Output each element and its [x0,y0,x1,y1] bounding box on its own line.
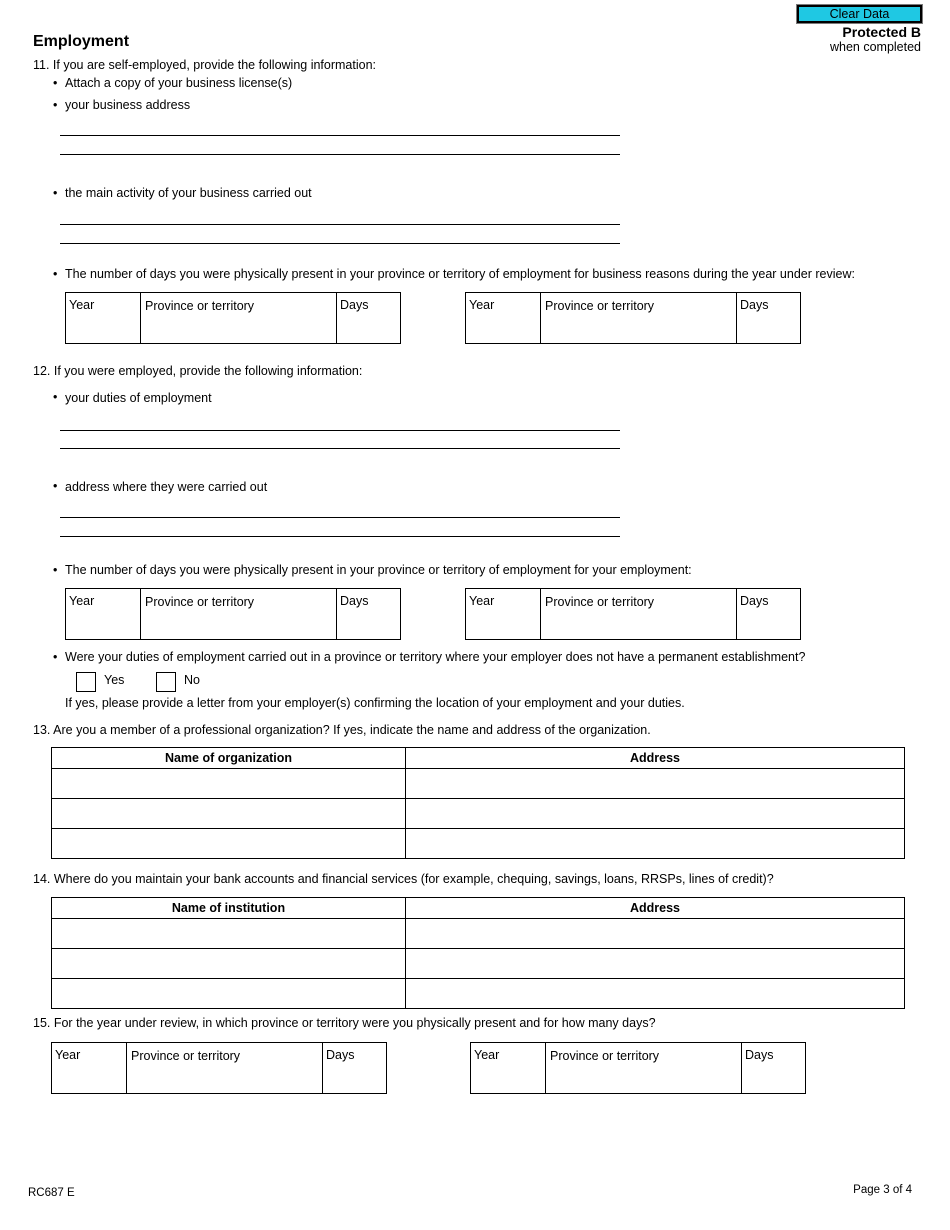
q12-letter-note: If yes, please provide a letter from your employer(s) confirming the location of your employment and your duties. [65,696,685,710]
table-row [52,799,905,829]
yes-checkbox[interactable] [76,672,96,692]
year-header: Year [69,594,95,608]
duties-line-1[interactable] [60,430,620,431]
col-name-of-institution: Name of institution [52,898,406,919]
table-row [52,769,905,799]
table-row [52,949,905,979]
business-address-line-1[interactable] [60,135,620,136]
organization-name-cell[interactable] [52,799,406,829]
province-header: Province or territory [145,595,255,609]
q15-days-table-left[interactable] [51,1042,387,1094]
organization-table [51,747,905,859]
q12-bullet-establishment: Were your duties of employment carried out in a province or territory where your employer does not have a permanent establishment? [65,650,806,664]
page-number: Page 3 of 4 [853,1184,912,1196]
q11-text: 11. If you are self-employed, provide the following information: [33,58,377,72]
q12-days-table-right[interactable] [465,588,801,640]
year-header: Year [474,1048,500,1062]
business-address-line-2[interactable] [60,154,620,155]
q12-bullet-days: The number of days you were physically present in your province or territory of employment for your employment: [65,563,692,577]
province-header: Province or territory [545,595,655,609]
province-header: Province or territory [545,299,655,313]
days-header: Days [740,298,769,312]
clear-data-button[interactable]: Clear Data [797,5,922,23]
form-code: RC687 E [28,1187,75,1199]
province-header: Province or territory [131,1049,241,1063]
province-header: Province or territory [145,299,255,313]
table-row [52,919,905,949]
bullet-icon: • [53,390,58,404]
organization-address-cell[interactable] [406,799,905,829]
q12-bullet-address: address where they were carried out [65,480,268,494]
q12-bullet-duties: your duties of employment [65,391,212,405]
province-header: Province or territory [550,1049,660,1063]
duties-address-line-1[interactable] [60,517,620,518]
q12-text: 12. If you were employed, provide the following information: [33,364,363,378]
q11-bullet-days: The number of days you were physically present in your province or territory of employment for business reasons during the year under review: [65,267,855,281]
year-header: Year [55,1048,81,1062]
col-address: Address [406,898,905,919]
business-activity-line-2[interactable] [60,243,620,244]
q14-text: 14. Where do you maintain your bank accounts and financial services (for example, chequing, savings, loans, RRSPs, lines of credit)? [33,872,774,886]
bullet-icon: • [53,650,58,664]
q11-bullet-address: your business address [65,98,191,112]
no-checkbox[interactable] [156,672,176,692]
bullet-icon: • [53,479,58,493]
institution-name-cell[interactable] [52,949,406,979]
year-header: Year [469,298,495,312]
col-name-of-organization: Name of organization [52,748,406,769]
business-activity-line-1[interactable] [60,224,620,225]
yes-label: Yes [104,673,125,687]
table-row [52,979,905,1009]
days-header: Days [740,594,769,608]
col-address: Address [406,748,905,769]
duties-line-2[interactable] [60,448,620,449]
organization-name-cell[interactable] [52,829,406,859]
bullet-icon: • [53,563,58,577]
days-header: Days [340,594,369,608]
q15-days-table-right[interactable] [470,1042,806,1094]
duties-address-line-2[interactable] [60,536,620,537]
institution-address-cell[interactable] [406,979,905,1009]
q11-days-table-left[interactable] [65,292,401,344]
days-header: Days [745,1048,774,1062]
protected-label: Protected B [842,24,921,40]
institution-name-cell[interactable] [52,979,406,1009]
year-header: Year [69,298,95,312]
organization-name-cell[interactable] [52,769,406,799]
organization-address-cell[interactable] [406,829,905,859]
organization-address-cell[interactable] [406,769,905,799]
bullet-icon: • [53,76,58,90]
q13-text: 13. Are you a member of a professional organization? If yes, indicate the name and address of the organization. [33,723,651,737]
q11-bullet-activity: the main activity of your business carried out [65,186,312,200]
bullet-icon: • [53,267,58,281]
institution-address-cell[interactable] [406,949,905,979]
q11-days-table-right[interactable] [465,292,801,344]
q11-bullet-license: Attach a copy of your business license(s) [65,76,293,90]
institution-table [51,897,905,1009]
when-completed-label: when completed [829,40,921,54]
bullet-icon: • [53,186,58,200]
table-row [52,829,905,859]
q15-text: 15. For the year under review, in which province or territory were you physically present and for how many days? [33,1016,656,1030]
q12-days-table-left[interactable] [65,588,401,640]
institution-name-cell[interactable] [52,919,406,949]
days-header: Days [340,298,369,312]
institution-address-cell[interactable] [406,919,905,949]
year-header: Year [469,594,495,608]
days-header: Days [326,1048,355,1062]
section-title: Employment [33,33,130,50]
no-label: No [184,673,200,687]
bullet-icon: • [53,98,58,112]
